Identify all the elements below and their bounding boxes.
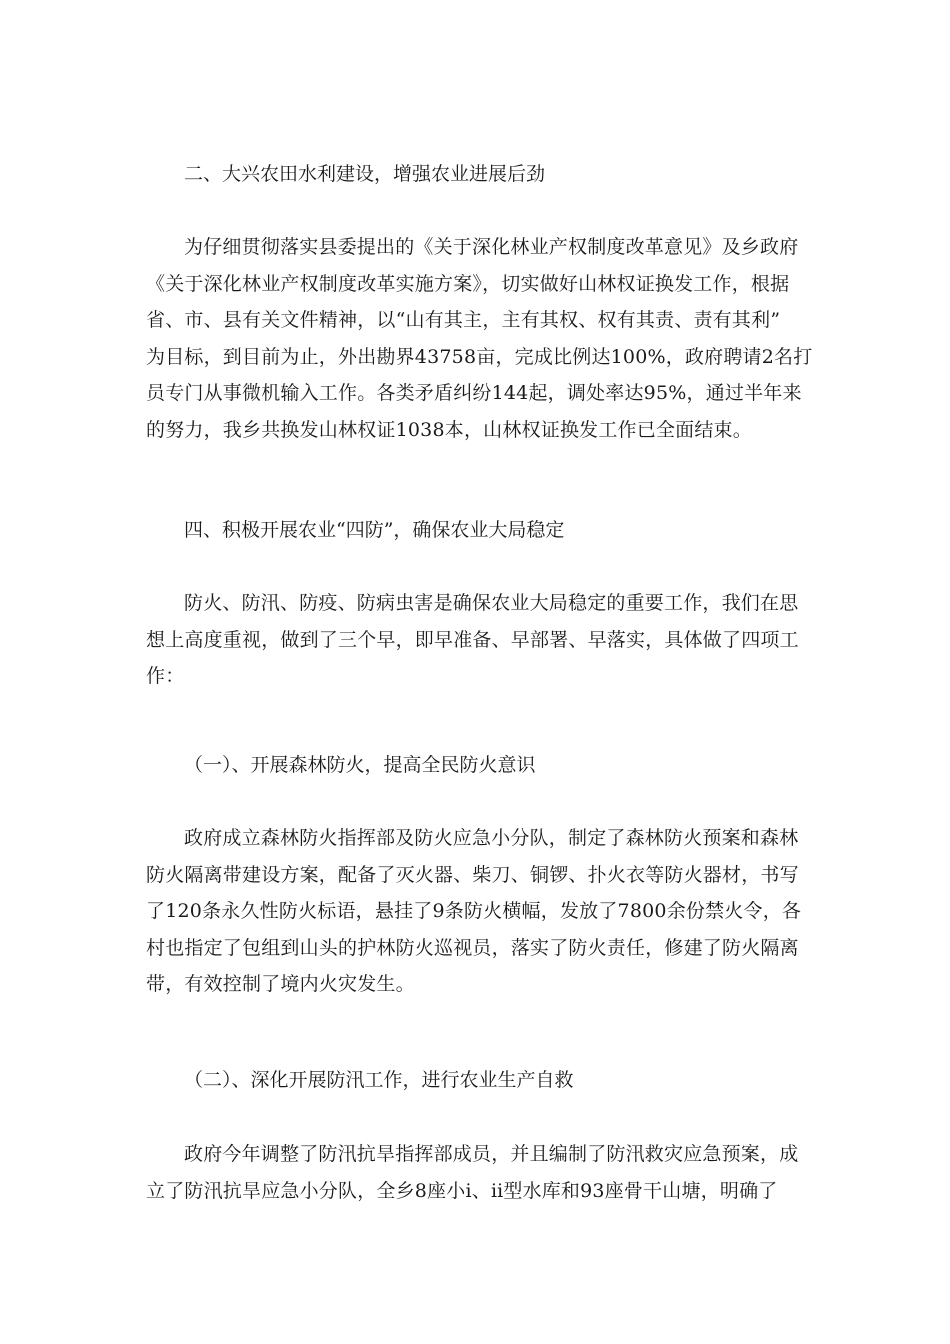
paragraph-line: 立了防汛抗旱应急小分队，全乡8座小ⅰ、ⅱ型水库和93座骨干山塘，明确了 [146, 1179, 778, 1202]
paragraph-line: 想上高度重视，做到了三个早，即早准备、早部署、早落实，具体做了四项工 [146, 628, 799, 651]
paragraph-line: 村也指定了包组到山头的护林防火巡视员，落实了防火责任，修建了防火隔离 [146, 936, 799, 959]
section-heading-2: 二、大兴农田水利建设，增强农业进展后劲 [184, 163, 546, 185]
paragraph-line: 带，有效控制了境内火灾发生。 [146, 973, 415, 996]
paragraph-flood-control [146, 1136, 806, 1209]
paragraph-line: 政府今年调整了防汛抗旱指挥部成员，并且编制了防汛救灾应急预案，成 [184, 1143, 799, 1165]
paragraph-line: 政府成立森林防火指挥部及防火应急小分队，制定了森林防火预案和森林 [184, 827, 799, 849]
sub-heading-fire-prevention: （一）、开展森林防火，提高全民防火意识 [184, 754, 536, 776]
paragraph-line: 的努力，我乡共换发山林权证1038本，山林权证换发工作已全面结束。 [146, 418, 752, 441]
paragraph-line: 员专门从事微机输入工作。各类矛盾纠纷144起，调处率达95%，通过半年来 [146, 382, 802, 405]
paragraph-line: 作： [146, 665, 185, 688]
paragraph-line: 省、市、县有关文件精神，以“山有其主，主有其权、权有其责、责有其利” [146, 309, 781, 332]
paragraph-line: 了120条永久性防火标语，悬挂了9条防火横幅，发放了7800余份禁火令，各 [146, 900, 802, 923]
paragraph-fire-prevention [146, 820, 806, 1003]
sub-heading-flood-control: （二）、深化开展防汛工作，进行农业生产自救 [184, 1069, 574, 1091]
paragraph-four-preventions [146, 585, 806, 695]
paragraph-line: 防火隔离带建设方案，配备了灭火器、柴刀、铜锣、扑火衣等防火器材，书写 [146, 863, 799, 886]
paragraph-line: 《关于深化林业产权制度改革实施方案》，切实做好山林权证换发工作，根据 [146, 272, 790, 295]
paragraph-line: 为仔细贯彻落实县委提出的《关于深化林业产权制度改革意见》及乡政府 [184, 236, 799, 258]
section-heading-4: 四、积极开展农业“四防”，确保农业大局稳定 [184, 519, 565, 541]
paragraph-forest-rights [146, 229, 813, 449]
paragraph-line: 防火、防汛、防疫、防病虫害是确保农业大局稳定的重要工作，我们在思 [184, 592, 799, 614]
paragraph-line: 为目标，到目前为止，外出勘界43758亩，完成比例达100%，政府聘请2名打 [146, 345, 813, 368]
